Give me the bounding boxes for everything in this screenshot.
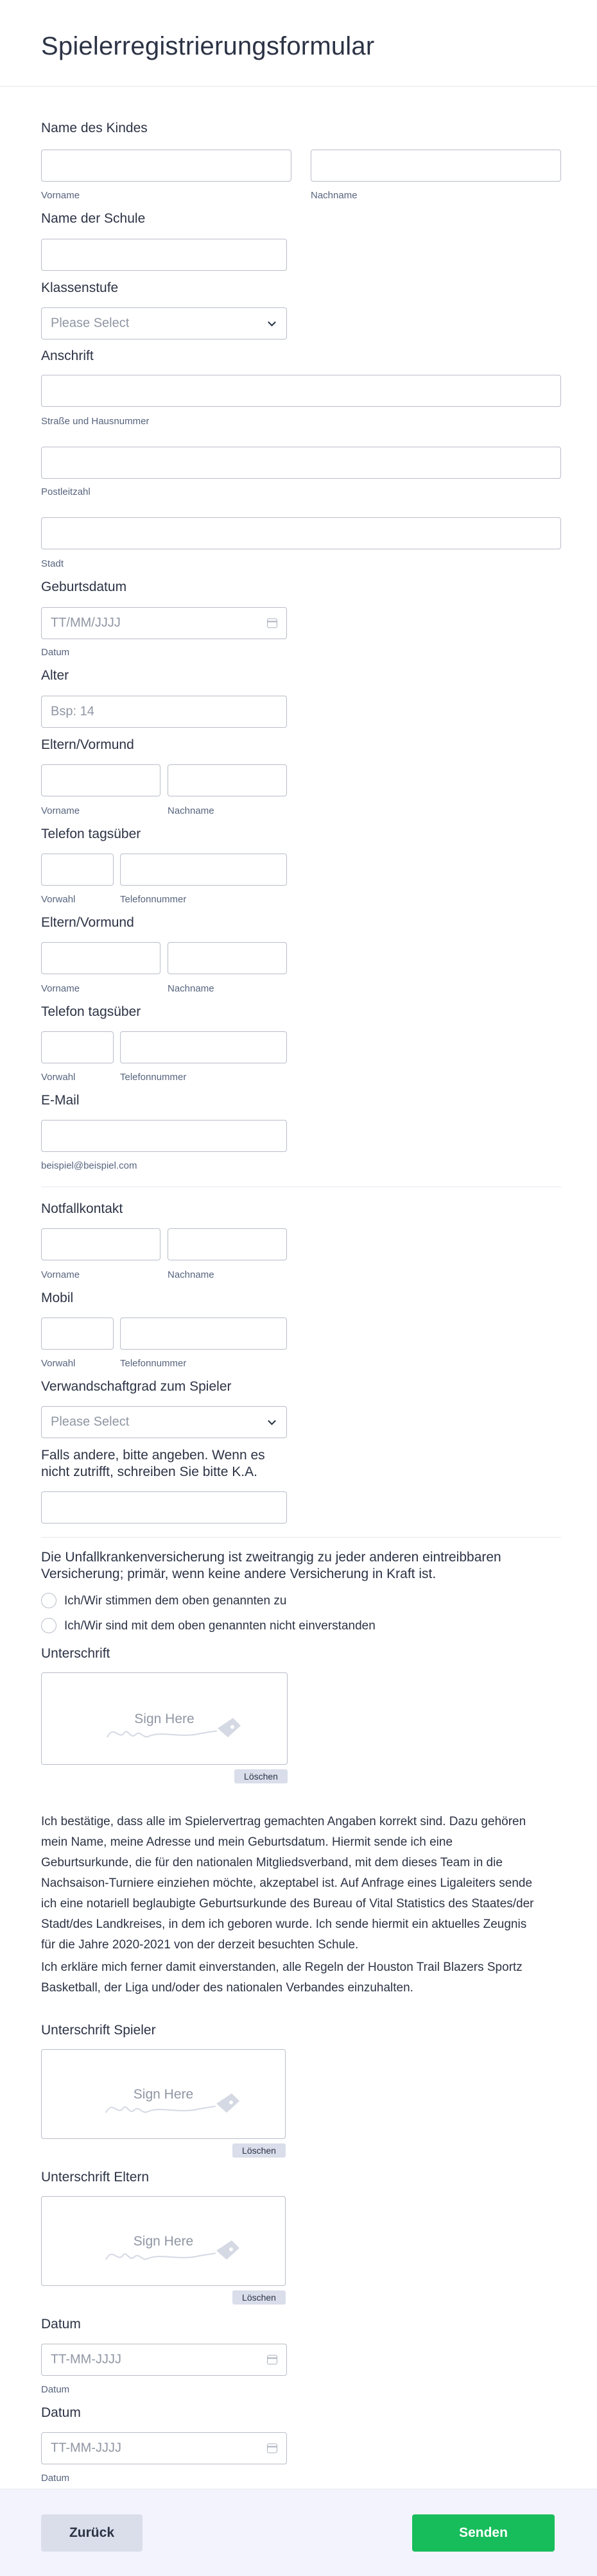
signature-placeholder: Sign Here: [133, 2086, 194, 2102]
phone1-label: Telefon tagsüber: [41, 827, 141, 841]
birthdate-sublabel: Datum: [41, 647, 70, 658]
age-label: Alter: [41, 668, 69, 683]
chevron-down-icon: [268, 1417, 276, 1425]
birthdate-label: Geburtsdatum: [41, 580, 127, 594]
parents-signature-pad[interactable]: [41, 2196, 286, 2286]
phone1-number-input[interactable]: [120, 854, 287, 886]
emergency-first-sublabel: Vorname: [41, 1269, 80, 1280]
insurance-disagree-label[interactable]: Ich/Wir sind mit dem oben genannten nicht einverstanden: [64, 1619, 376, 1633]
relation-label: Verwandschaftgrad zum Spieler: [41, 1379, 232, 1394]
statement-line: Basketball, der Liga und/oder des nationalen Verbandes einzuhalten.: [41, 1981, 413, 1995]
date1-label: Datum: [41, 2317, 81, 2331]
player-signature-label: Unterschrift Spieler: [41, 2023, 156, 2038]
date2-placeholder: TT-MM-JJJJ: [51, 2441, 121, 2455]
date1-sublabel: Datum: [41, 2384, 70, 2395]
parents-signature-clear-button[interactable]: Löschen: [232, 2290, 286, 2305]
signature-scribble-icon: [103, 2087, 245, 2119]
street-input[interactable]: [41, 375, 561, 407]
date2-label: Datum: [41, 2405, 81, 2420]
send-button[interactable]: Senden: [412, 2514, 555, 2552]
chevron-down-icon: [268, 318, 276, 327]
signature-label: Unterschrift: [41, 1646, 110, 1661]
birthdate-input[interactable]: [41, 607, 287, 639]
signature-clear-button[interactable]: Löschen: [234, 1769, 288, 1783]
mobile-label: Mobil: [41, 1291, 74, 1305]
child-last-name-input[interactable]: [311, 150, 561, 182]
statement-line: Nachsaison-Turniere einziehen möchte, akzeptabel ist. Auf Anfrage eines Ligaleiters sende: [41, 1876, 533, 1890]
phone1-code-sublabel: Vorwahl: [41, 894, 76, 905]
grade-label: Klassenstufe: [41, 280, 119, 295]
email-label: E-Mail: [41, 1093, 80, 1108]
section-divider: [41, 1537, 561, 1538]
signature-scribble-icon: [105, 1712, 246, 1744]
phone2-number-sublabel: Telefonnummer: [120, 1072, 187, 1083]
guardian1-last-name-input[interactable]: [168, 764, 287, 796]
emergency-last-sublabel: Nachname: [168, 1269, 214, 1280]
back-button[interactable]: Zurück: [41, 2514, 143, 2552]
guardian1-label: Eltern/Vormund: [41, 737, 134, 752]
statement-line: Geburtsurkunde, die für den nationalen Mitgliedsverband, mit dem dieses Team in die: [41, 1856, 503, 1869]
statement-paragraph-1: [41, 1812, 567, 1955]
phone2-number-input[interactable]: [120, 1031, 287, 1063]
other-label-line1: Falls andere, bitte angeben. Wenn es: [41, 1448, 265, 1463]
emergency-last-name-input[interactable]: [168, 1228, 287, 1260]
phone1-area-code-input[interactable]: [41, 854, 114, 886]
email-input[interactable]: [41, 1120, 287, 1152]
signature-placeholder: Sign Here: [133, 2233, 194, 2249]
calendar-icon[interactable]: [267, 2355, 277, 2365]
emergency-label: Notfallkontakt: [41, 1201, 123, 1216]
guardian1-last-sublabel: Nachname: [168, 805, 214, 816]
guardian2-first-name-input[interactable]: [41, 942, 160, 974]
zip-input[interactable]: [41, 447, 561, 479]
other-label-line2: nicht zutrifft, schreiben Sie bitte K.A.: [41, 1464, 257, 1479]
other-input[interactable]: [41, 1491, 287, 1524]
mobile-area-code-input[interactable]: [41, 1318, 114, 1350]
phone2-code-sublabel: Vorwahl: [41, 1072, 76, 1083]
statement-line: Stadt/des Landkreises, in dem ich geboren wurde. Ich sende hiermit ein aktuelles Zeugnis: [41, 1918, 527, 1931]
school-label: Name der Schule: [41, 211, 146, 226]
street-sublabel: Straße und Hausnummer: [41, 416, 150, 427]
child-name-label: Name des Kindes: [41, 121, 148, 135]
phone2-area-code-input[interactable]: [41, 1031, 114, 1063]
parents-signature-label: Unterschrift Eltern: [41, 2170, 150, 2185]
statement-line: ich eine notariell beglaubigte Geburtsurkunde des Bureau of Vital Statistics des Staates/der: [41, 1897, 534, 1911]
address-label: Anschrift: [41, 348, 94, 363]
email-sublabel: beispiel@beispiel.com: [41, 1160, 137, 1171]
city-sublabel: Stadt: [41, 558, 64, 569]
city-input[interactable]: [41, 517, 561, 549]
insurance-agree-radio[interactable]: [41, 1593, 56, 1608]
statement-line: Ich erkläre mich ferner damit einverstanden, alle Regeln der Houston Trail Blazers Sportz: [41, 1961, 523, 1974]
date2-sublabel: Datum: [41, 2473, 70, 2484]
date1-placeholder: TT-MM-JJJJ: [51, 2352, 121, 2367]
player-signature-clear-button[interactable]: Löschen: [232, 2143, 286, 2158]
date1-input[interactable]: [41, 2344, 287, 2376]
mobile-number-input[interactable]: [120, 1318, 287, 1350]
relation-select-value: Please Select: [51, 1414, 130, 1429]
grade-select-value: Please Select: [51, 316, 130, 331]
guardian2-first-sublabel: Vorname: [41, 983, 80, 994]
child-last-name-sublabel: Nachname: [311, 190, 358, 201]
insurance-text-line2: Versicherung; primär, wenn keine andere Versicherung in Kraft ist.: [41, 1567, 437, 1581]
zip-sublabel: Postleitzahl: [41, 486, 91, 497]
emergency-first-name-input[interactable]: [41, 1228, 160, 1260]
calendar-icon[interactable]: [267, 2444, 277, 2453]
guardian2-label: Eltern/Vormund: [41, 915, 134, 930]
insurance-disagree-radio[interactable]: [41, 1618, 56, 1633]
mobile-number-sublabel: Telefonnummer: [120, 1358, 187, 1369]
school-input[interactable]: [41, 239, 287, 271]
guardian2-last-name-input[interactable]: [168, 942, 287, 974]
mobile-code-sublabel: Vorwahl: [41, 1358, 76, 1369]
player-signature-pad[interactable]: [41, 2049, 286, 2139]
signature-scribble-icon: [103, 2234, 245, 2266]
statement-line: mein Name, meine Adresse und mein Geburtsdatum. Hiermit sende ich eine: [41, 1835, 453, 1849]
age-input[interactable]: [41, 696, 287, 728]
statement-line: Ich bestätige, dass alle im Spielervertrag gemachten Angaben korrekt sind. Dazu gehören: [41, 1815, 526, 1828]
phone1-number-sublabel: Telefonnummer: [120, 894, 187, 905]
statement-line: für die Jahre 2020-2021 von der derzeit besuchten Schule.: [41, 1938, 359, 1952]
guardian1-first-name-input[interactable]: [41, 764, 160, 796]
header-divider: [0, 86, 597, 87]
signature-pad[interactable]: [41, 1672, 288, 1765]
guardian2-last-sublabel: Nachname: [168, 983, 214, 994]
guardian1-first-sublabel: Vorname: [41, 805, 80, 816]
child-first-name-sublabel: Vorname: [41, 190, 80, 201]
statement-paragraph-2: [41, 1957, 567, 1998]
phone2-label: Telefon tagsüber: [41, 1004, 141, 1019]
date2-input[interactable]: [41, 2432, 287, 2464]
page-title: Spielerregistrierungsformular: [41, 32, 375, 60]
age-placeholder: Bsp: 14: [51, 704, 94, 719]
insurance-text-line1: Die Unfallkrankenversicherung ist zweitrangig zu jeder anderen eintreibbaren: [41, 1550, 501, 1565]
grade-select[interactable]: [41, 307, 287, 339]
relation-select[interactable]: [41, 1406, 287, 1438]
birthdate-placeholder: TT/MM/JJJJ: [51, 615, 121, 630]
signature-placeholder: Sign Here: [134, 1711, 195, 1726]
insurance-agree-label[interactable]: Ich/Wir stimmen dem oben genannten zu: [64, 1594, 287, 1608]
child-first-name-input[interactable]: [41, 150, 291, 182]
calendar-icon[interactable]: [267, 619, 277, 628]
